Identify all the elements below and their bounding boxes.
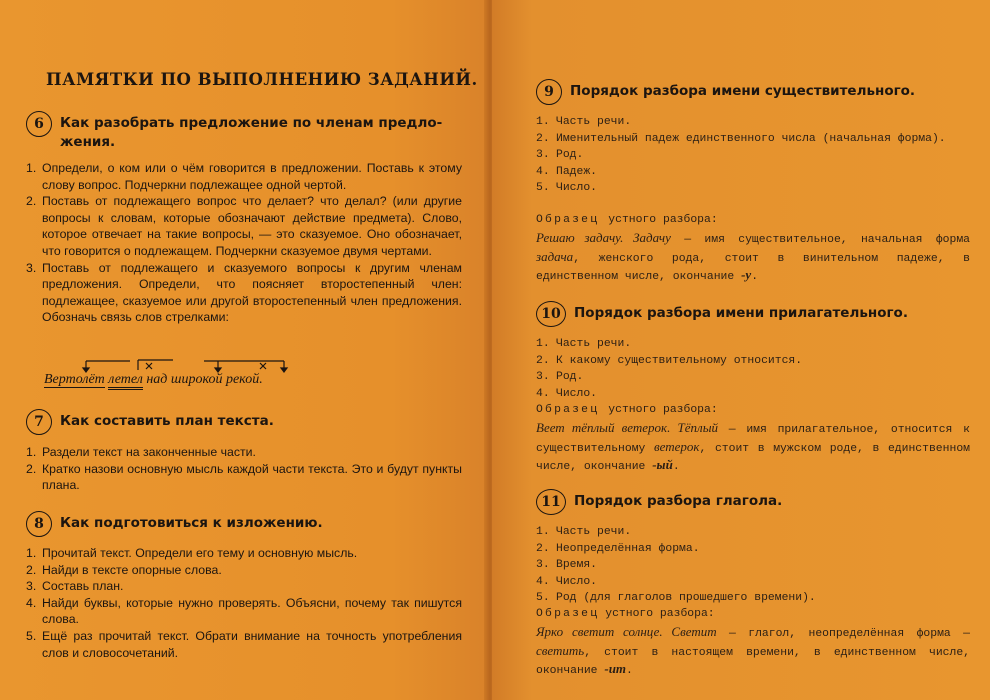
sample-text: Ярко светит солнце. Светит — глагол, неопределённая форма — светить, стоит в настоящем времени, в единственном числе, окончание -ит. [536, 624, 970, 678]
list-item: 4. Число. [536, 387, 598, 400]
section-number-badge: 11 [536, 489, 566, 515]
list-item: 4. Падеж. [536, 165, 598, 178]
section-number-badge: 6 [26, 111, 52, 137]
example-words: рекой. [225, 372, 263, 387]
section-7-title: Как составить план текста. [60, 413, 274, 429]
sample-label: Образец устного разбора: [536, 404, 718, 416]
section-11-title: Порядок разбора глагола. [574, 493, 783, 509]
section-number-badge: 10 [536, 301, 566, 327]
right-page [492, 0, 990, 700]
section-8-list [26, 545, 462, 661]
list-item: 3. Время. [536, 559, 598, 572]
section-9-heading [536, 82, 976, 105]
page-title: ПАМЯТКИ ПО ВЫПОЛНЕНИЮ ЗАДАНИЙ. [46, 70, 478, 89]
section-number-badge: 7 [26, 409, 52, 435]
section-number-badge: 8 [26, 511, 52, 537]
section-8-heading [26, 514, 466, 537]
left-page [0, 0, 488, 700]
example-predicate: летел [108, 372, 143, 390]
section-11-heading [536, 492, 976, 515]
list-item: 1. Часть речи. [536, 338, 632, 350]
section-number-badge: 9 [536, 79, 562, 105]
list-item: 3. Составь план. [26, 579, 124, 594]
section-6-heading [26, 114, 466, 152]
list-item: 2. Найди в тексте опорные слова. [26, 562, 222, 577]
list-item: 1. Часть речи. [536, 526, 632, 538]
section-10-title: Порядок разбора имени прилагательного. [574, 305, 908, 321]
sample-label: Образец устного разбора: [536, 214, 718, 226]
section-9-list [536, 114, 972, 197]
sentence-example [44, 372, 263, 388]
section-6-title: Как разобрать предложение по членам предло- жения. [60, 115, 443, 150]
section-9-title: Порядок разбора имени существительного. [570, 83, 916, 99]
list-item: 2. Неопределённая форма. [536, 542, 700, 555]
list-item: 3. Поставь от подлежащего и сказуемого вопросы к другим членам предложения. Определи, что поясняет второстепенный член: подлежащее, сказуемое или другой второстепенный член предложения. Обозначь связь слов стрелками: [26, 260, 462, 325]
list-item: 5. Ещё раз прочитай текст. Обрати внимание на точность употребления слов и словосочетаний. [26, 628, 462, 660]
list-item: 1. Раздели текст на законченные части. [26, 445, 256, 459]
list-item: 1. Определи, о ком или о чём говорится в предложении. Поставь к этому слову вопрос. Подчеркни подлежащее одной чертой. [26, 161, 462, 192]
example-subject: Вертолёт [44, 372, 105, 387]
section-8-title: Как подготовиться к изложению. [60, 515, 323, 531]
list-item: 3. Род. [536, 371, 584, 384]
section-10-heading [536, 304, 976, 327]
list-item: 2. Поставь от подлежащего вопрос что делает? что делал? (или другие вопросы к словам, которые обозначают действие предмета). Слово, которое отвечает на такие вопросы, — это сказуемое. Оно обозначает, что говорится о подлежащем. Подчеркни сказуемое двумя чертами. [26, 194, 462, 258]
example-words: над широкой [146, 372, 223, 387]
section-10-list [536, 336, 972, 402]
sample-text: Веет тёплый ветерок. Тёплый — имя прилагательное, относится к существительному ветерок, стоит в мужском роде, в единственном числе, окончание -ый. [536, 420, 970, 474]
list-item: 2. Кратко назови основную мысль каждой части текста. Это и будут пункты плана. [26, 461, 462, 493]
list-item: 4. Найди буквы, которые нужно проверять. Объясни, почему так пишутся слова. [26, 595, 462, 627]
section-11-list [536, 524, 972, 607]
list-item: 5. Род (для глаголов прошедшего времени). [536, 592, 816, 605]
sample-label: Образец устного разбора: [536, 608, 715, 620]
section-7-list [26, 444, 462, 494]
section-7-heading [26, 412, 466, 435]
list-item: 4. Число. [536, 575, 598, 588]
section-6-list [26, 160, 462, 326]
list-item: 5. Число. [536, 182, 598, 195]
list-item: 2. К какому существительному относится. [536, 354, 803, 367]
list-item: 1. Часть речи. [536, 116, 632, 128]
sample-text: Решаю задачу. Задачу — имя существительное, начальная форма задача, женского рода, стоит в винительном падеже, в единственном числе, окончание -у. [536, 230, 970, 284]
list-item: 1. Прочитай текст. Определи его тему и основную мысль. [26, 546, 358, 560]
list-item: 3. Род. [536, 149, 584, 162]
list-item: 2. Именительный падеж единственного числа (начальная форма). [536, 132, 946, 145]
